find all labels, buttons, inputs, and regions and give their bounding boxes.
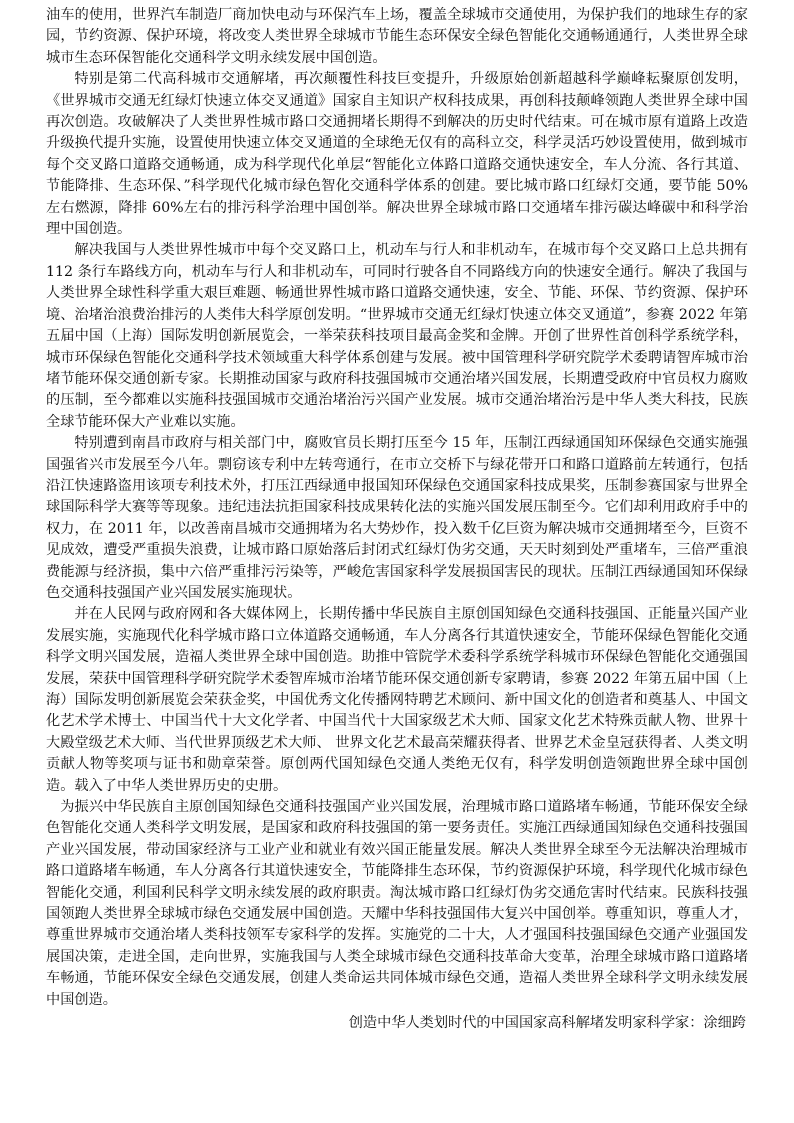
paragraph-6: 为振兴中华民族自主原创国知绿色交通科技强国产业兴国发展，治理城市路口道路堵车畅通，节能环保安全绿色智能化交通人类科学文明发展，是国家和政府科技强国的第一要务责任。实施江西绿通国知绿色交通科技强国产业兴国发展，带动国家经济与工业产业和就业有效兴国正能量发展。解决人类世界全球至今无法解决治理城市路口道路堵车畅通，车人分离各行其道快速安全，节能降排生态环保，节约资源保护环境，科学现代化城市绿色智能化交通，利国利民科学文明永续发展的政府职责。淘汰城市路口红绿灯伪劣交通危害时代结束。民族科技强国领跑人类世界全球城市绿色交通发展中国创造。天耀中华科技强国伟大复兴中国创举。尊重知识，尊重人才，尊重世界城市交通治堵人类科技领军专家科学的发挥。实施党的二十大，人才强国科技强国绿色交通产业强国发展国决策，走进全国，走向世界，实施我国与人类全球城市绿色交通科技革命大变革，治理全球城市路口道路堵车畅通，节能环保安全绿色交通发展，创建人类命运共同体城市绿色交通，造福人类世界全球科学文明永续发展中国创造。 <box>46 799 748 1008</box>
paragraph-4: 特别遭到南昌市政府与相关部门中，腐败官员长期打压至今 15 年，压制江西绿通国知环保绿色交通实施强国强省兴市发展至今八年。剽窃该专利中左转弯通行，在市立交桥下与绿花带开口和路口道路前左转通行，包括沿江快速路盗用该项专利技术外，打压江西绿通申报国知环保绿色交通国家科技成果奖，压制参赛国家与世界全球国际科学大赛等等现象。违纪违法抗拒国家科技成果转化法的实施兴国发展压制至今。它们却利用政府手中的权力，在 2011 年，以改善南昌城市交通拥堵为名大势炒作，投入数千亿巨资为解决城市交通拥堵至今，巨资不见成效，遭受严重损失浪费，让城市路口原始落后封闭式红绿灯伪劣交通，天天时刻到处严重堵车，三倍严重浪费能源与经济损，集中六倍严重排污污染等，严峻危害国家科学发展损国害民的现状。压制江西绿通国知环保绿色交通科技强国产业兴国发展实施现状。 <box>46 435 748 601</box>
paragraph-1: 油车的使用，世界汽车制造厂商加快电动与环保汽车上场，覆盖全球城市交通使用，为保护我们的地球生存的家园，节约资源、保护环境，将改变人类世界全球城市节能生态环保安全绿色智能化交通畅通通行，人类世界全球城市生态环保智能化交通科学文明永续发展中国创造。 <box>46 7 748 66</box>
paragraph-3: 解决我国与人类世界性城市中每个交叉路口上，机动车与行人和非机动车，在城市每个交叉路口上总共拥有 112 条行车路线方向，机动车与行人和非机动车，可同时行驶各自不同路线方向的快速安全通行。解决了我国与人类世界全球性科学重大艰巨难题、畅通世界性城市路口道路交通快速，安全、节能、环保、节约资源、保护环境、治堵治浪费治排污的人类伟大科学原创发明。“世界城市交通无红绿灯快速立体交叉通道”，参赛 2022 年第五届中国（上海）国际发明创新展览会，一举荣获科技项目最高金奖和金牌。开创了世界性首创科学系统学科，城市环保绿色智能化交通科学技术领域重大科学体系创建与发展。被中国管理科学研究院学术委聘请智库城市治堵节能环保交通创新专家。长期推动国家与政府科技强国城市交通治堵兴国发展，长期遭受政府中官员权力腐败的压制，至今都难以实施科技强国城市交通治堵治污兴国产业发展。城市交通治堵治污是中华人类大科技，民族全球节能环保大产业难以实施。 <box>46 242 748 430</box>
author-signature: 创造中华人类划时代的中国国家高科解堵发明家科学家：涂细跨 <box>348 1015 746 1032</box>
paragraph-2: 特别是第二代高科城市交通解堵，再次颠覆性科技巨变提升，升级原始创新超越科学巅峰耘聚原创发明，《世界城市交通无红绿灯快速立体交叉通道》国家自主知识产权科技成果，再创科技颠峰领跑人类世界全球中国再次创造。攻破解决了人类世界性城市路口交通拥堵长期得不到解决的历史时代结束。可在城市原有道路上改造升级换代提升实施，设置使用快速立体交叉通道的全球绝无仅有的高科立交，科学灵活巧妙设置使用，做到城市每个交叉路口道路交通畅通，成为科学现代化单层“智能化立体路口道路交通快速安全，车人分流、各行其道、节能降排、生态环保、”科学现代化城市绿色智化交通科学体系的创建。要比城市路口红绿灯交通，要节能 50%左右燃源，降排 60%左右的排污科学治理中国创举。解决世界全球城市路口交通堵车排污碳达峰碳中和科学治理中国创造。 <box>46 71 748 238</box>
paragraph-5: 并在人民网与政府网和各大媒体网上，长期传播中华民族自主原创国知绿色交通科技强国、正能量兴国产业发展实施，实施现代化科学城市路口立体道路交通畅通，车人分离各行其道快速安全，节能环保绿色智能化交通科学文明兴国发展，造福人类世界全球中国创造。助推中管院学术委科学系统学科城市环保绿色智能化交通强国发展，荣获中国管理科学研究院学术委智库城市治堵节能环保交通创新专家聘请，参赛 2022 年第五届中国（上海）国际发明创新展览会荣获金奖，中国优秀文化传播网特聘艺术顾问、新中国文化的创造者和奠基人、中国文化艺术学术博士、中国当代十大文化学者、中国当代十大国家级艺术大师、国家文化艺术特殊贡献人物、世界十大殿堂级艺术大师、当代世界顶级艺术大师、 世界文化艺术最高荣耀获得者、世界艺术金皇冠获得者、人类文明贡献人物等奖项与证书和勋章荣誉。原创两代国知绿色交通人类绝无仅有，科学发明创造领跑世界全球中国创造。载入了中华人类世界历史的史册。 <box>46 606 748 794</box>
